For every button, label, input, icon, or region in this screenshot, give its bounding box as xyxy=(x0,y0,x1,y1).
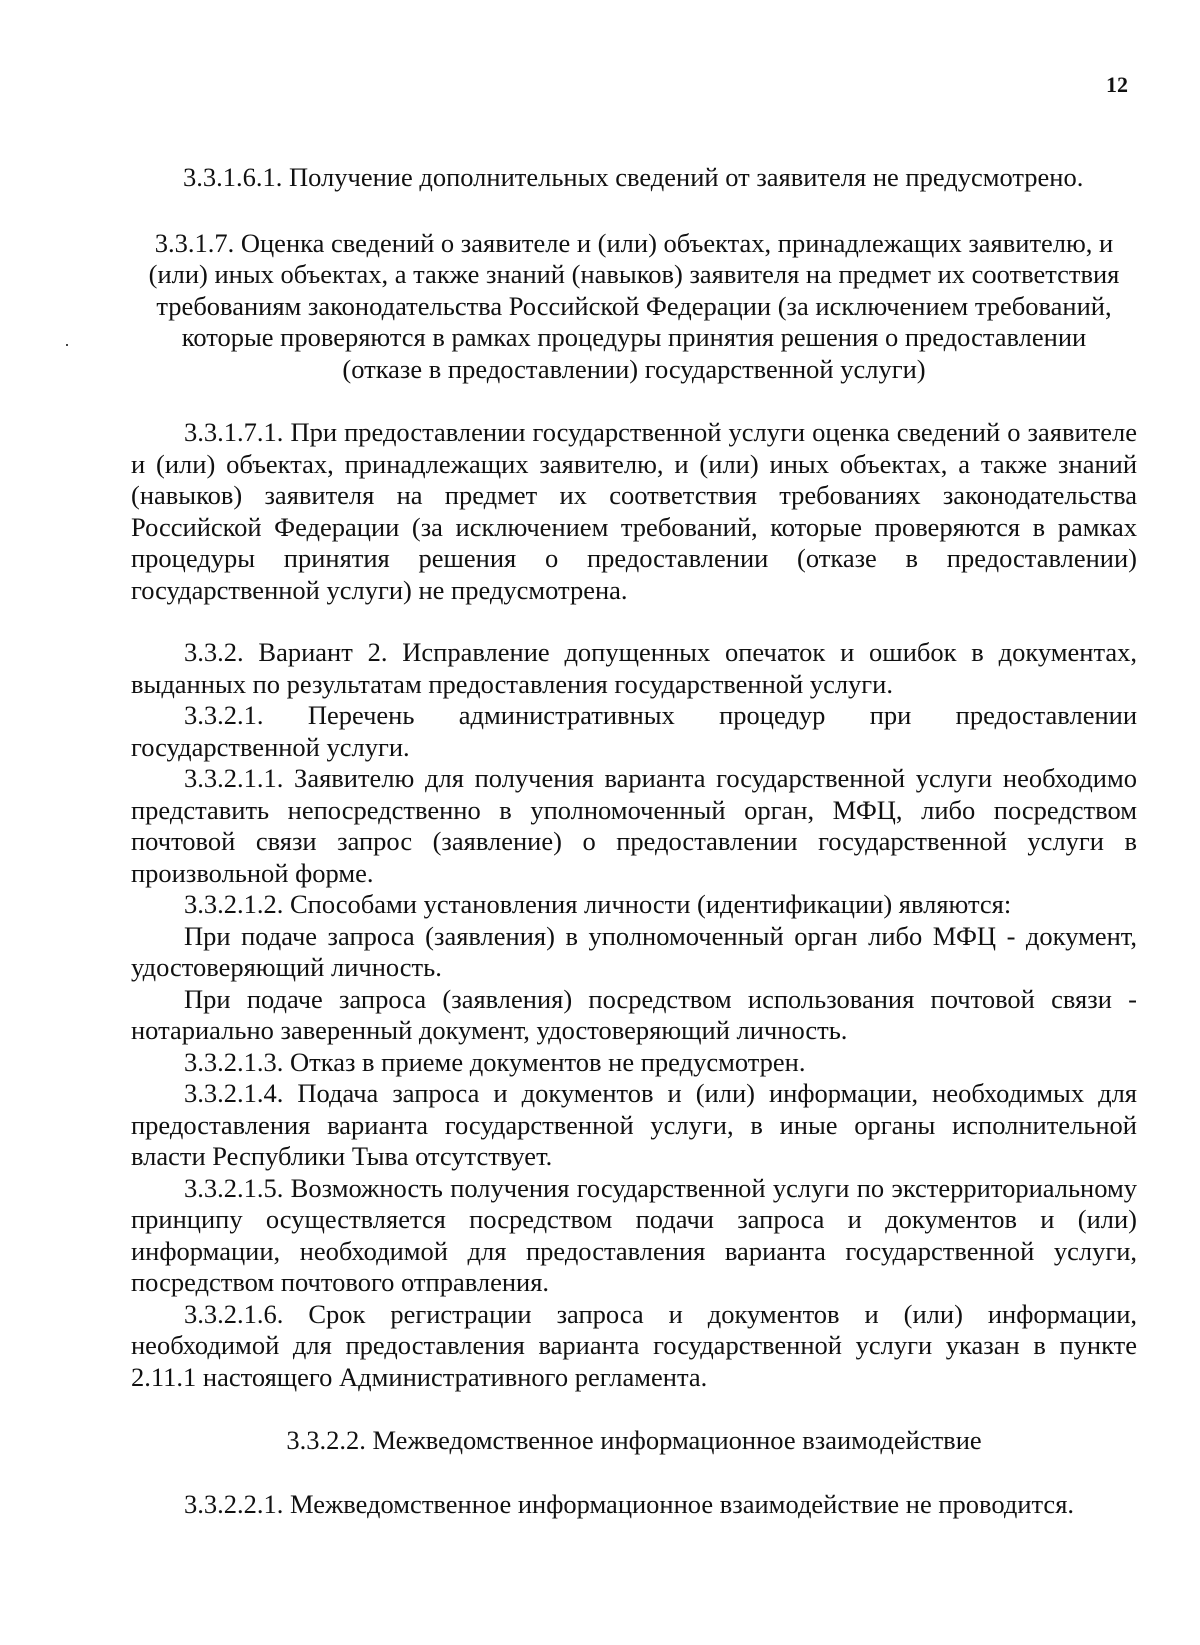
paragraph-3-3-2-1-5: 3.3.2.1.5. Возможность получения государственной услуги по экстерриториальному принципу осуществляется посредством подачи запроса и документов и (или) информации, необходимой для предоставления варианта государственной услуги, посредством почтового отправления. xyxy=(131,1172,1137,1297)
page-number: 12 xyxy=(1106,72,1128,97)
paragraph-3-3-2: 3.3.2. Вариант 2. Исправление допущенных опечаток и ошибок в документах, выданных по результатам предоставления государственной услуги. xyxy=(131,637,1137,699)
document-body xyxy=(131,162,1137,1520)
paragraph-3-3-2-2-1: 3.3.2.2.1. Межведомственное информационное взаимодействие не проводится. xyxy=(184,1488,1075,1519)
paragraph-3-3-1-6-1: 3.3.1.6.1. Получение дополнительных сведений от заявителя не предусмотрено. xyxy=(183,162,1084,192)
paragraph-3-3-2-1-3: 3.3.2.1.3. Отказ в приеме документов не предусмотрен. xyxy=(184,1046,806,1077)
paragraph-3-3-1-7-1: 3.3.1.7.1. При предоставлении государственной услуги оценка сведений о заявителе и (или) объектах, принадлежащих заявителю, и (или) иных объектах, а также знаний (навыков) заявителя на предмет их соответствия требованиях законодательства Российской Федерации (за исключением требований, которые проверяются в рамках процедуры принятия решения о предоставлении (отказе в предоставлении) государственной услуги) не предусмотрена. xyxy=(131,417,1137,605)
scan-speck xyxy=(66,344,68,346)
paragraph-3-3-2-1-4: 3.3.2.1.4. Подача запроса и документов и (или) информации, необходимых для предоставления варианта государственной услуги, в иные органы исполнительной власти Республики Тыва отсутствует. xyxy=(131,1078,1137,1171)
paragraph-identity-post: При подаче запроса (заявления) посредством использования почтовой связи - нотариально заверенный документ, удостоверяющий личность. xyxy=(131,983,1137,1045)
paragraph-3-3-2-1-2: 3.3.2.1.2. Способами установления личности (идентификации) являются: xyxy=(184,889,1012,919)
paragraph-3-3-2-1: 3.3.2.1. Перечень административных процедур при предоставлении государственной услуги. xyxy=(131,700,1137,762)
paragraph-identity-mfc: При подаче запроса (заявления) в уполномоченный орган либо МФЦ - документ, удостоверяющий личность. xyxy=(131,920,1137,982)
paragraph-3-3-2-1-1: 3.3.2.1.1. Заявителю для получения варианта государственной услуги необходимо представить непосредственно в уполномоченный орган, МФЦ, либо посредством почтовой связи запрос (заявление) о предоставлении государственной услуги в произвольной форме. xyxy=(131,763,1137,888)
paragraph-3-3-2-1-6: 3.3.2.1.6. Срок регистрации запроса и документов и (или) информации, необходимой для предоставления варианта государственной услуги указан в пункте 2.11.1 настоящего Административного регламента. xyxy=(131,1298,1137,1392)
section-heading-3-3-2-2: 3.3.2.2. Межведомственное информационное взаимодействие xyxy=(286,1425,982,1455)
section-heading-3-3-1-7: 3.3.1.7. Оценка сведений о заявителе и (или) объектах, принадлежащих заявителю, и (или) иных объектах, а также знаний (навыков) заявителя на предмет их соответствия требованиям законодательства Российской Федерации (за исключением требований, которые проверяются в рамках процедуры принятия решения о предоставлении (отказе в предоставлении) государственной услуги) xyxy=(148,227,1120,384)
